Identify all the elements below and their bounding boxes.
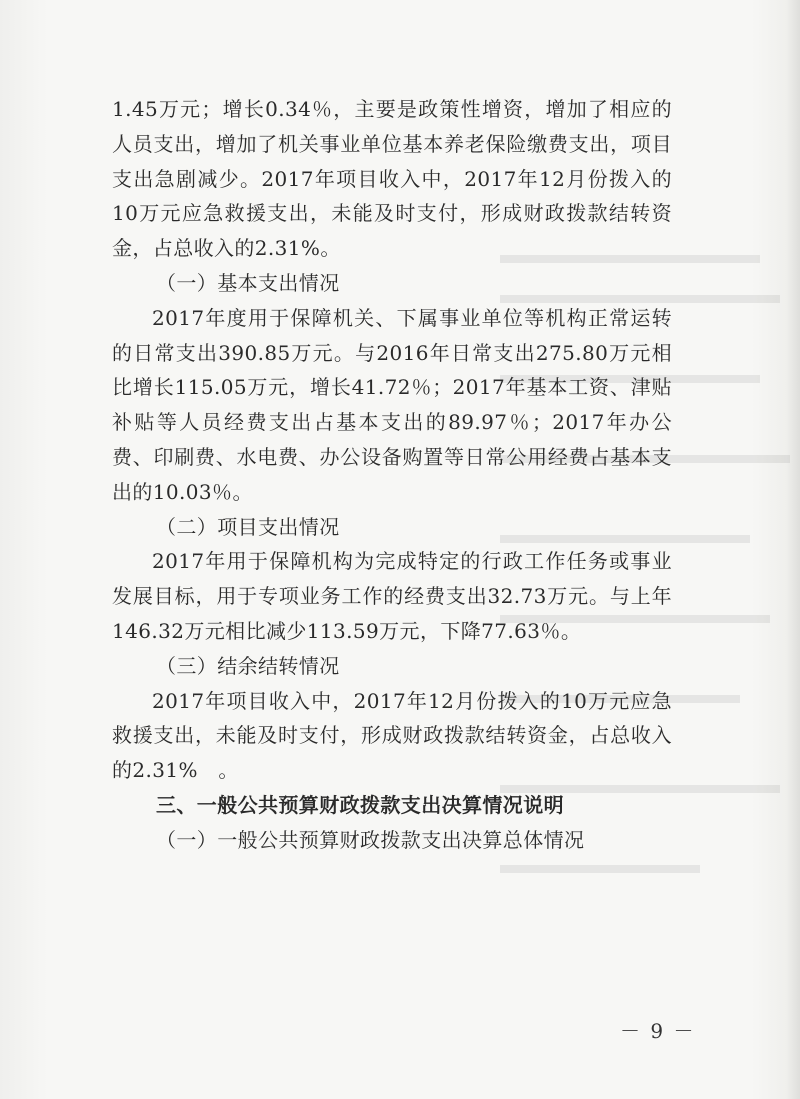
document-body <box>112 92 672 858</box>
section-heading-balance-carryover: （三）结余结转情况 <box>156 653 340 678</box>
section-heading-general-budget-overall: （一）一般公共预算财政拨款支出决算总体情况 <box>156 827 585 852</box>
chapter-heading-general-budget: 三、一般公共预算财政拨款支出决算情况说明 <box>156 792 564 817</box>
page-edge-shadow <box>786 0 800 1099</box>
paragraph-intro-continued: 1.45万元；增长0.34％，主要是政策性增资，增加了相应的人员支出，增加了机关事业单位基本养老保险缴费支出，项目支出急剧减少。2017年项目收入中，2017年12月份拨入的10万元应急救援支出，未能及时支付，形成财政拨款结转资金，占总收入的2.31%。 <box>112 97 672 261</box>
paragraph-basic-expenditure: 2017年度用于保障机关、下属事业单位等机构正常运转的日常支出390.85万元。与2016年日常支出275.80万元相比增长115.05万元，增长41.72％；2017年基本工资、津贴补贴等人员经费支出占基本支出的89.97％；2017年办公费、印刷费、水电费、办公设备购置等日常公用经费占基本支出的10.03％。 <box>112 305 672 504</box>
section-heading-project-expenditure: （二）项目支出情况 <box>156 514 340 539</box>
section-heading-basic-expenditure: （一）基本支出情况 <box>156 270 340 295</box>
page-number: － 9 － <box>620 1019 696 1043</box>
paragraph-balance-carryover: 2017年项目收入中，2017年12月份拨入的10万元应急救援支出，未能及时支付，形成财政拨款结转资金，占总收入的2.31% 。 <box>112 688 672 783</box>
paragraph-project-expenditure: 2017年用于保障机构为完成特定的行政工作任务或事业发展目标，用于专项业务工作的经费支出32.73万元。与上年146.32万元相比减少113.59万元，下降77.63％。 <box>112 549 672 643</box>
